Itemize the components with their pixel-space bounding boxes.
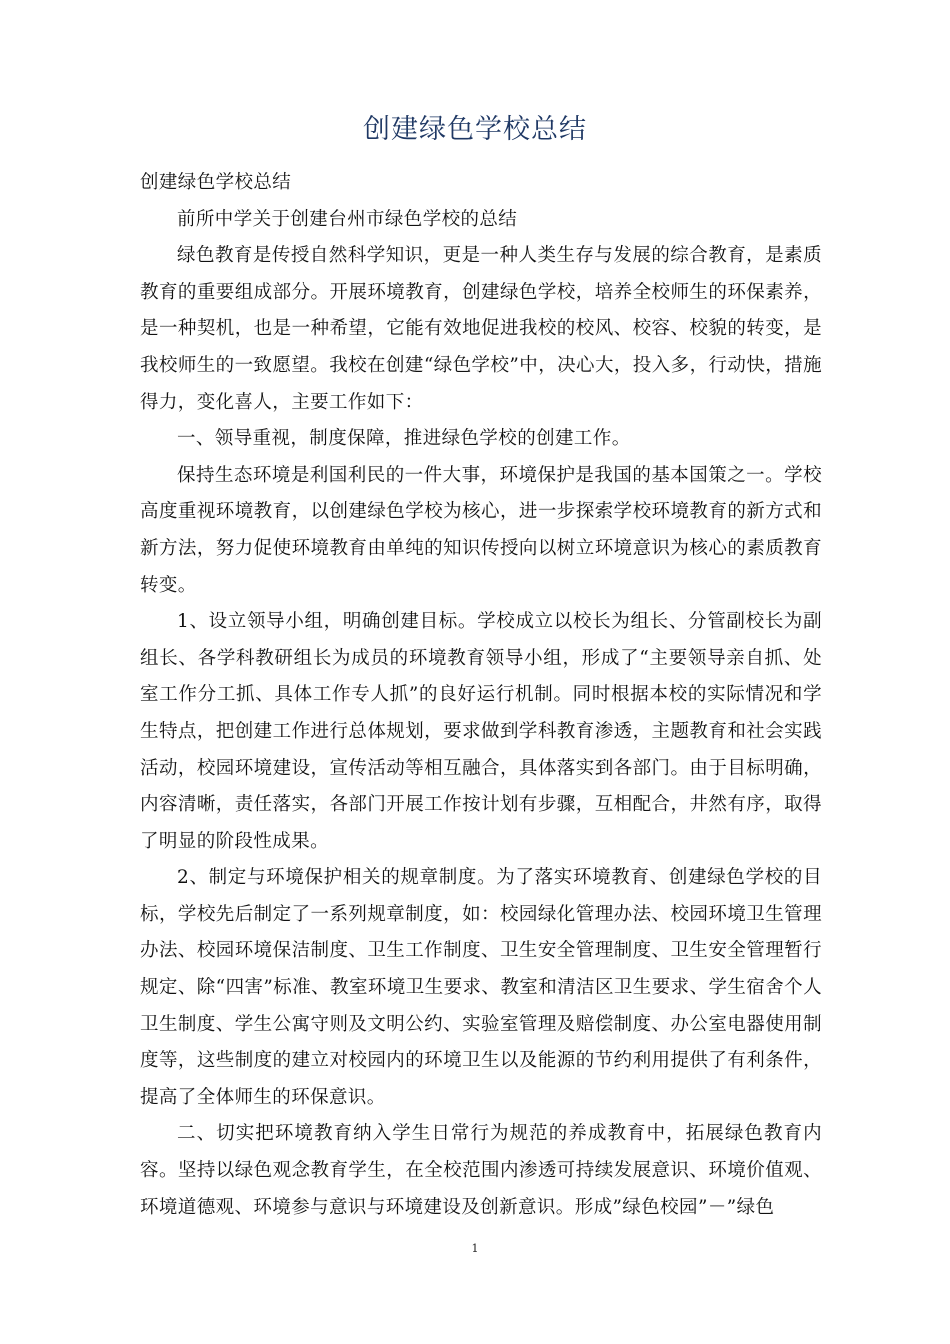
paragraph: 二、切实把环境教育纳入学生日常行为规范的养成教育中，拓展绿色教育内容。坚持以绿色观念教育学生，在全校范围内渗透可持续发展意识、环境价值观、环境道德观、环境参与意识与环境建设及创新意识。形成”绿色校园”－”绿色 bbox=[140, 1123, 822, 1218]
paragraph: 保持生态环境是利国利民的一件大事，环境保护是我国的基本国策之一。学校高度重视环境教育，以创建绿色学校为核心，进一步探索学校环境教育的新方式和新方法，努力促使环境教育由单纯的知识传授向以树立环境意识为核心的素质教育转变。 bbox=[140, 464, 822, 596]
paragraph: 1、设立领导小组，明确创建目标。学校成立以校长为组长、分管副校长为副组长、各学科教研组长为成员的环境教育领导小组，形成了“主要领导亲自抓、处室工作分工抓、具体工作专人抓”的良好运行机制。同时根据本校的实际情况和学生特点，把创建工作进行总体规划，要求做到学科教育渗透，主题教育和社会实践活动，校园环境建设，宣传活动等相互融合，具体落实到各部门。由于目标明确，内容清晰，责任落实，各部门开展工作按计划有步骤，互相配合，井然有序，取得了明显的阶段性成果。 bbox=[140, 611, 822, 852]
document-body bbox=[140, 165, 822, 1226]
paragraph-heading: 创建绿色学校总结 bbox=[140, 172, 292, 193]
paragraph-subtitle: 前所中学关于创建台州市绿色学校的总结 bbox=[177, 208, 518, 230]
page-number: 1 bbox=[471, 1242, 479, 1255]
paragraph: 2、制定与环境保护相关的规章制度。为了落实环境教育、创建绿色学校的目标，学校先后制定了一系列规章制度，如：校园绿化管理办法、校园环境卫生管理办法、校园环境保洁制度、卫生工作制度、卫生安全管理制度、卫生安全管理暂行规定、除“四害”标准、教室环境卫生要求、教室和清洁区卫生要求、学生宿舍个人卫生制度、学生公寓守则及文明公约、实验室管理及赔偿制度、办公室电器使用制度等，这些制度的建立对校园内的环境卫生以及能源的节约利用提供了有利条件，提高了全体师生的环保意识。 bbox=[140, 867, 822, 1108]
paragraph: 绿色教育是传授自然科学知识，更是一种人类生存与发展的综合教育，是素质教育的重要组成部分。开展环境教育，创建绿色学校，培养全校师生的环保素养，是一种契机，也是一种希望，它能有效地促进我校的校风、校容、校貌的转变，是我校师生的一致愿望。我校在创建“绿色学校”中，决心大，投入多，行动快，措施得力，变化喜人，主要工作如下： bbox=[140, 245, 822, 413]
document-title: 创建绿色学校总结 bbox=[363, 114, 587, 145]
section-heading: 一、领导重视，制度保障，推进绿色学校的创建工作。 bbox=[177, 428, 631, 450]
